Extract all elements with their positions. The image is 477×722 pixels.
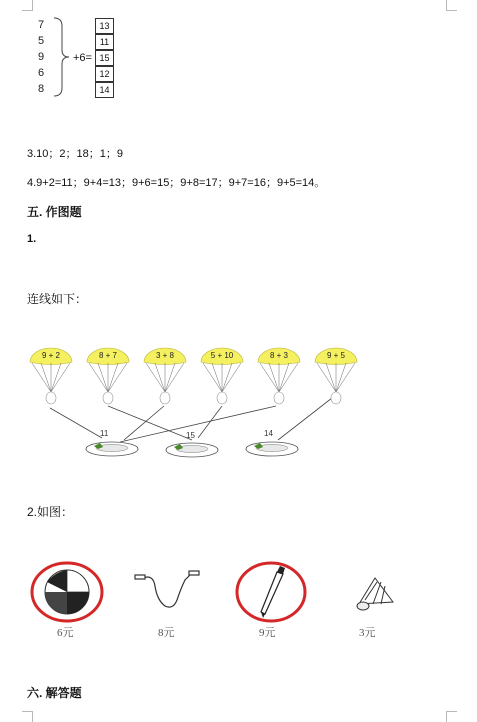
parachute [87,348,129,404]
parachute [258,348,300,404]
number-item: 7 [38,19,45,31]
number-item: 8 [38,83,45,95]
number-item: 5 [38,35,45,47]
section-6-title: 六. 解答题 [27,686,82,700]
operator-label: +6= [73,52,92,64]
result-box: 14 [95,82,114,98]
pen-icon [261,566,285,618]
rabbit-icon [331,392,341,404]
parachute [144,348,186,404]
plate-number: 11 [100,429,109,438]
plate-number: 14 [264,429,273,438]
parachute-expression: 8 + 3 [269,351,289,360]
price-label: 9元 [259,627,276,639]
result-box: 13 [95,18,114,34]
shuttlecock-icon [357,578,393,610]
result-box: 11 [95,34,114,50]
rabbit-icon [160,392,170,404]
items-figure [25,560,405,630]
parachute-expression: 3 + 8 [155,351,175,360]
section-5-title: 五. 作图题 [27,205,82,219]
rabbit-icon [274,392,284,404]
result-box: 12 [95,66,114,82]
parachute [30,348,72,404]
parachute-expression: 9 + 5 [326,351,346,360]
number-item: 6 [38,67,45,79]
number-item: 9 [38,51,45,63]
parachute-matching-figure [20,340,370,470]
corner-mark-bottom-left [22,711,33,722]
jump-rope-icon [135,571,199,607]
price-label: 8元 [158,627,175,639]
brace-icon [50,16,72,98]
answer-3: 3.10；2；18；1；9 [27,148,123,160]
question-1-label: 1. [27,233,37,245]
corner-mark-bottom-right [446,711,457,722]
question-2-label: 2.如图： [27,505,74,519]
price-label: 3元 [359,627,376,639]
parachute-expression: 9 + 2 [41,351,61,360]
rabbit-icon [46,392,56,404]
price-label: 6元 [57,627,74,639]
answer-4: 4.9+2=11；9+4=13；9+6=15；9+8=17；9+7=16；9+5=14。 [27,177,326,189]
rabbit-icon [217,392,227,404]
corner-mark-top-right [446,0,457,11]
plate-14 [246,429,298,456]
question-1-note: 连线如下： [27,292,88,306]
parachute [315,348,357,404]
parachute-expression: 8 + 7 [98,351,118,360]
plate-number: 15 [186,431,195,440]
corner-mark-top-left [22,0,33,11]
plate-15 [166,431,218,457]
parachute-expression: 5 + 10 [210,351,234,360]
rabbit-icon [103,392,113,404]
parachute [201,348,243,404]
ball-icon [45,570,89,614]
result-box: 15 [95,50,114,66]
